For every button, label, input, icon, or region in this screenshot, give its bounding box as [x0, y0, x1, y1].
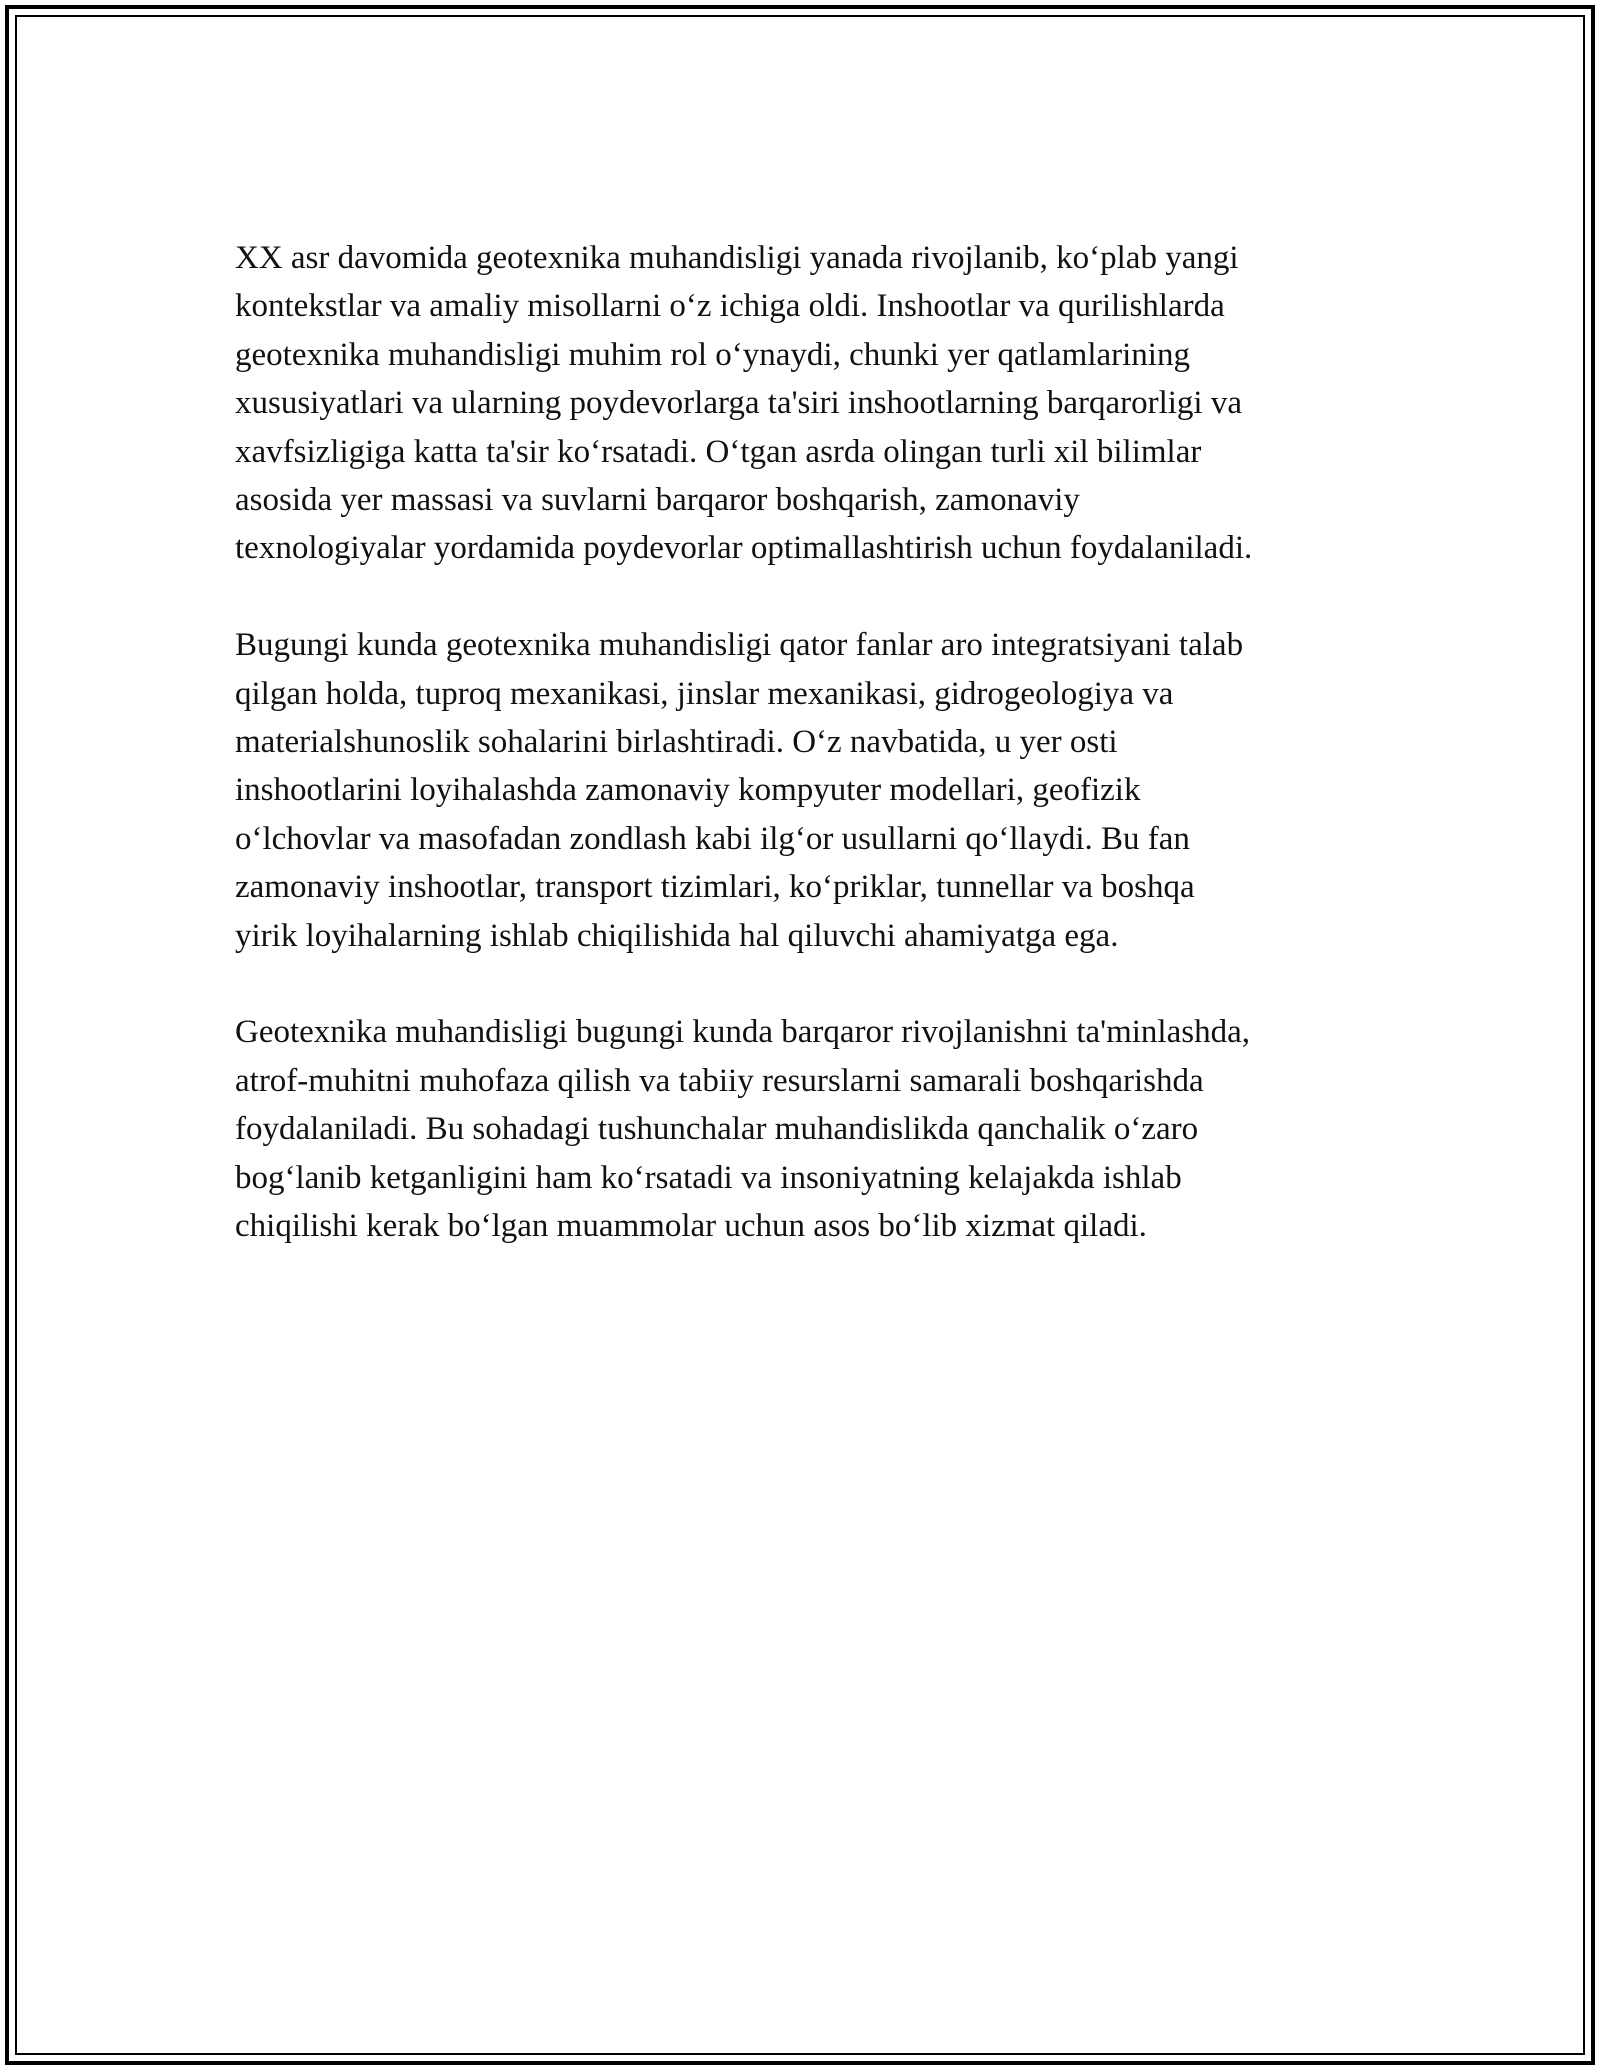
text-line: texnologiyalar yordamida poydevorlar optimallashtirish uchun foydalaniladi. [235, 530, 1253, 567]
paragraph-3 [235, 1008, 1375, 1250]
text-line: yirik loyihalarning ishlab chiqilishida hal qiluvchi ahamiyatga ega. [235, 917, 1119, 954]
text-line: XX asr davomida geotexnika muhandisligi yanada rivojlanib, koʻplab yangi [235, 240, 1239, 276]
document-body [235, 234, 1375, 1251]
text-line: Bugungi kunda geotexnika muhandisligi qator fanlar aro integratsiyani talab [235, 627, 1244, 664]
text-line: xususiyatlari va ularning poydevorlarga ta'siri inshootlarning barqarorligi va [235, 385, 1242, 422]
paragraph-2 [235, 621, 1375, 960]
text-line: oʻlchovlar va masofadan zondlash kabi ilgʻor usullarni qoʻllaydi. Bu fan [235, 820, 1190, 857]
text-line: atrof-muhitni muhofaza qilish va tabiiy resurslarni samarali boshqarishda [235, 1062, 1204, 1099]
text-line: kontekstlar va amaliy misollarni oʻz ichiga oldi. Inshootlar va qurilishlarda [235, 288, 1225, 325]
text-line: asosida yer massasi va suvlarni barqaror boshqarish, zamonaviy [235, 482, 1080, 519]
text-line: geotexnika muhandisligi muhim rol oʻynaydi, chunki yer qatlamlarining [235, 336, 1190, 373]
paragraph-1 [235, 234, 1375, 573]
text-line: materialshunoslik sohalarini birlashtiradi. Oʻz navbatida, u yer osti [235, 724, 1118, 761]
text-line: Geotexnika muhandisligi bugungi kunda barqaror rivojlanishni ta'minlashda, [235, 1014, 1250, 1051]
text-line: chiqilishi kerak boʻlgan muammolar uchun asos boʻlib xizmat qiladi. [235, 1208, 1147, 1245]
text-line: xavfsizligiga katta ta'sir koʻrsatadi. Oʻtgan asrda olingan turli xil bilimlar [235, 433, 1202, 470]
text-line: zamonaviy inshootlar, transport tizimlari, koʻpriklar, tunnellar va boshqa [235, 869, 1195, 906]
text-line: foydalaniladi. Bu sohadagi tushunchalar muhandislikda qanchalik oʻzaro [235, 1111, 1199, 1148]
text-line: bogʻlanib ketganligini ham koʻrsatadi va insoniyatning kelajakda ishlab [235, 1159, 1182, 1196]
text-line: inshootlarini loyihalashda zamonaviy kompyuter modellari, geofizik [235, 772, 1141, 809]
text-line: qilgan holda, tuproq mexanikasi, jinslar mexanikasi, gidrogeologiya va [235, 675, 1174, 712]
